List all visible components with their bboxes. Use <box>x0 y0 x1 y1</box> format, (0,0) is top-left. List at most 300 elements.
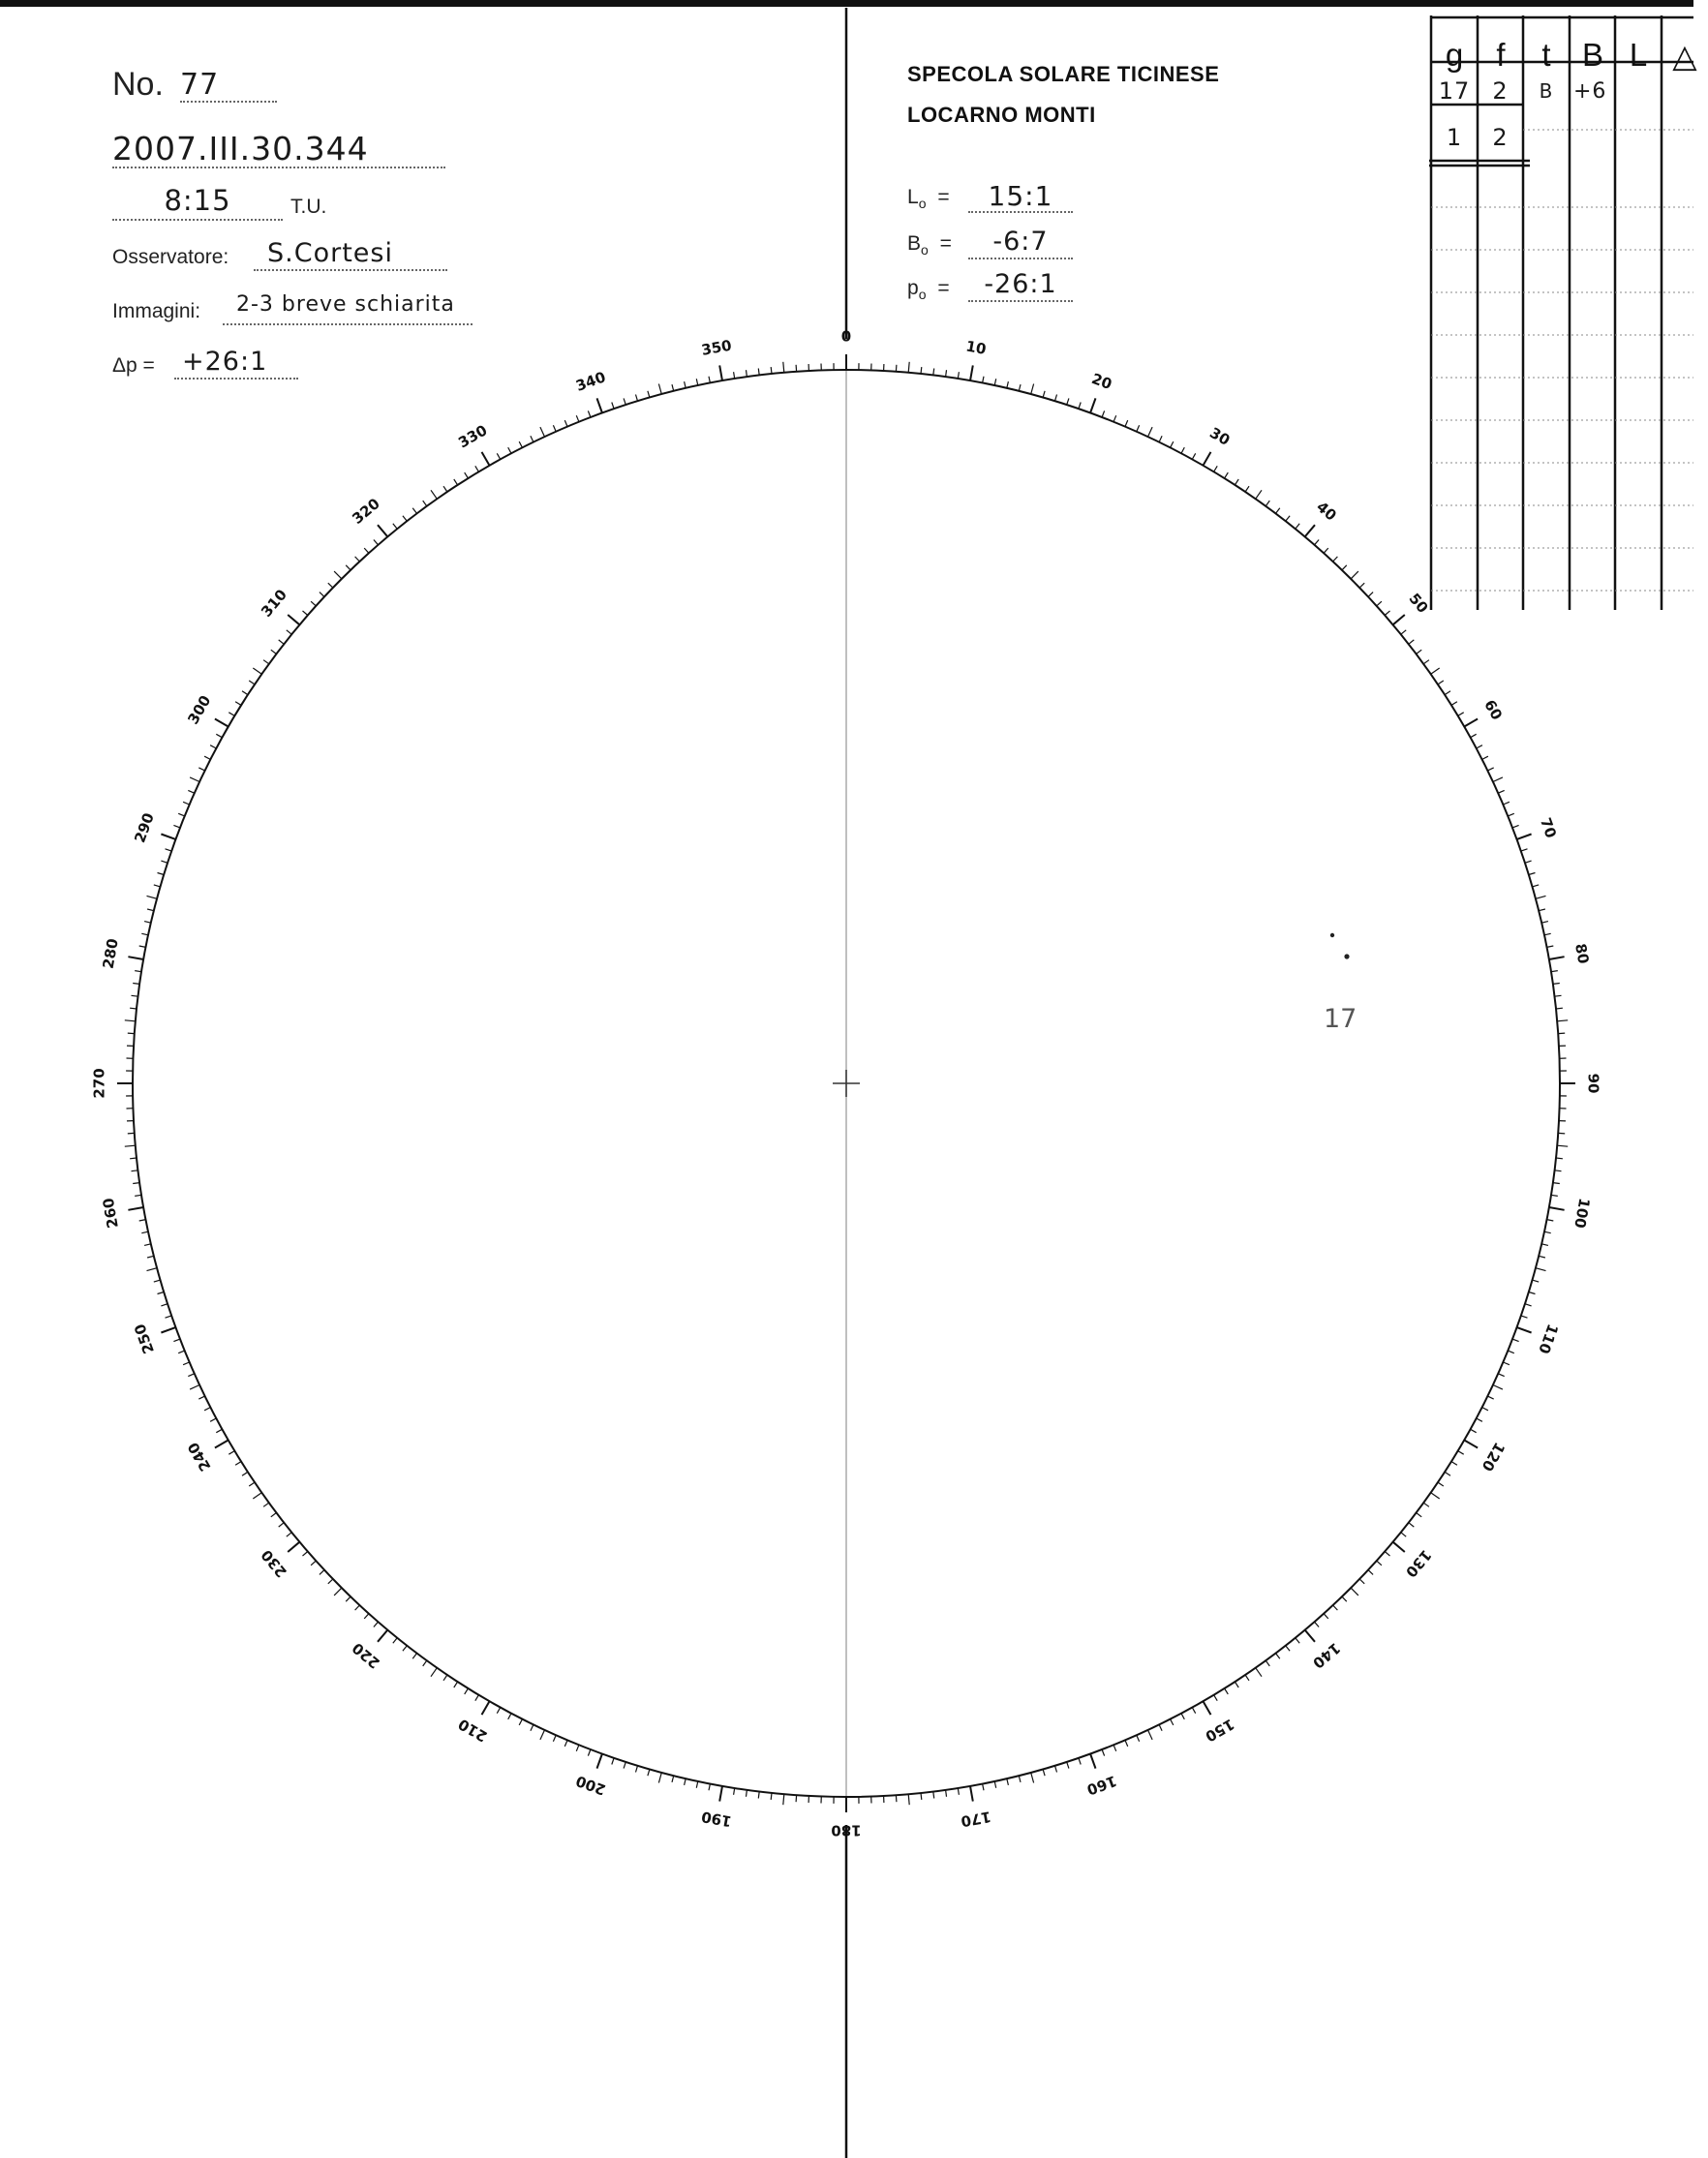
table-cell: 2 <box>1492 77 1509 105</box>
degree-tick <box>1333 1605 1338 1610</box>
degree-tick <box>1409 1523 1415 1527</box>
degree-tick <box>672 1776 674 1782</box>
degree-tick <box>921 1793 922 1800</box>
degree-tick <box>1159 436 1162 441</box>
degree-label: 20 <box>1088 370 1114 394</box>
l-symbol: L <box>907 186 919 208</box>
degree-tick <box>1464 1441 1478 1448</box>
group-table <box>1429 15 1697 610</box>
degree-tick <box>734 1788 735 1795</box>
degree-tick <box>1102 1749 1105 1756</box>
degree-tick <box>1171 441 1174 447</box>
degree-tick <box>1498 790 1504 793</box>
degree-tick <box>125 1020 136 1021</box>
degree-tick <box>1266 1660 1269 1666</box>
degree-tick <box>374 540 379 545</box>
ephemeris-l-value: 15:1 <box>988 180 1053 212</box>
degree-tick <box>1529 873 1536 875</box>
degree-tick <box>263 1503 269 1506</box>
degree-tick <box>696 379 698 385</box>
degree-tick <box>1549 957 1565 959</box>
observer-label: Osservatore: <box>112 246 229 268</box>
degree-tick <box>147 1268 158 1271</box>
ephemeris-p-value: -26:1 <box>984 269 1057 299</box>
degree-tick <box>1493 1385 1503 1390</box>
degree-tick <box>328 1579 333 1584</box>
degree-tick <box>1498 1374 1504 1377</box>
degree-tick <box>1525 1304 1532 1306</box>
degree-tick <box>1181 447 1184 453</box>
degree-tick <box>144 922 151 924</box>
degree-label: 340 <box>573 368 608 395</box>
degree-tick <box>564 420 567 427</box>
degree-tick <box>1438 1482 1444 1486</box>
degree-tick <box>994 1781 996 1788</box>
p-equals: = <box>937 277 950 299</box>
degree-tick <box>288 615 299 624</box>
table-header-l: L <box>1629 37 1648 73</box>
degree-tick <box>1555 995 1562 996</box>
degree-tick <box>1445 691 1450 695</box>
degree-tick <box>1055 1766 1057 1773</box>
degree-tick <box>288 1542 299 1552</box>
degree-tick <box>1266 501 1269 506</box>
degree-tick <box>1393 1542 1405 1552</box>
degree-tick <box>1451 702 1457 706</box>
degree-tick <box>1536 896 1546 898</box>
degree-tick <box>983 1784 984 1791</box>
degree-tick <box>412 1654 416 1659</box>
degree-tick <box>190 1385 199 1390</box>
degree-tick <box>1286 1646 1290 1652</box>
degree-tick <box>253 668 261 674</box>
degree-tick <box>242 691 248 695</box>
degree-tick <box>1417 650 1422 653</box>
degree-tick <box>1521 1316 1528 1318</box>
degree-tick <box>597 398 602 412</box>
degree-tick <box>1377 601 1382 606</box>
degree-tick <box>1214 1695 1218 1701</box>
degree-label: 240 <box>184 1439 215 1474</box>
degree-tick <box>1517 1327 1532 1332</box>
degree-tick <box>771 1793 772 1800</box>
degree-tick <box>320 1570 324 1575</box>
degree-tick <box>128 1133 135 1134</box>
degree-tick <box>1385 611 1389 616</box>
degree-tick <box>1423 1503 1429 1506</box>
degree-tick <box>1192 1708 1195 1714</box>
degree-tick <box>1079 1758 1081 1765</box>
ephemeris-p-field <box>968 269 1073 302</box>
degree-tick <box>1503 1362 1510 1365</box>
degree-label: 180 <box>831 1821 862 1839</box>
delta-p-label: Δp = <box>112 354 155 377</box>
degree-tick <box>431 490 437 499</box>
degree-tick <box>1464 719 1478 727</box>
degree-tick <box>482 1701 490 1715</box>
degree-tick <box>896 365 897 372</box>
degree-tick <box>1431 1493 1440 1499</box>
degree-tick <box>1544 1231 1551 1233</box>
degree-tick <box>1031 1773 1034 1783</box>
degree-tick <box>334 1588 342 1596</box>
degree-tick <box>1079 403 1081 410</box>
degree-tick <box>482 452 490 466</box>
degree-tick <box>454 479 458 485</box>
degree-tick <box>287 1533 291 1536</box>
degree-tick <box>204 1408 210 1411</box>
degree-tick <box>328 583 333 588</box>
degree-tick <box>970 1786 973 1802</box>
degree-tick <box>1458 713 1464 716</box>
date-value: 2007.III.30.344 <box>112 130 369 167</box>
table-header-t: t <box>1541 37 1551 73</box>
degree-label: 210 <box>455 1715 491 1746</box>
degree-tick <box>1137 1735 1140 1741</box>
degree-tick <box>1493 777 1503 782</box>
b-subscript: o <box>921 242 929 258</box>
degree-tick <box>1471 734 1477 737</box>
degree-tick <box>1324 1614 1328 1619</box>
degree-tick <box>1125 420 1128 427</box>
degree-tick <box>1556 1008 1563 1009</box>
delta-p-field <box>174 347 298 380</box>
degree-tick <box>188 1374 194 1377</box>
degree-tick <box>253 1493 261 1499</box>
degree-tick <box>141 1231 148 1233</box>
degree-tick <box>378 525 387 536</box>
degree-tick <box>734 372 735 379</box>
degree-label: 310 <box>258 586 290 621</box>
degree-label: 110 <box>1535 1322 1562 1356</box>
observer-field <box>254 238 447 271</box>
degree-tick <box>139 1220 146 1221</box>
degree-tick <box>519 441 522 447</box>
table-header-g: g <box>1445 37 1464 73</box>
degree-tick <box>1043 391 1045 398</box>
degree-tick <box>1517 835 1532 839</box>
degree-tick <box>1342 1596 1347 1601</box>
institution-location: LOCARNO MONTI <box>907 103 1096 127</box>
degree-tick <box>475 1695 479 1701</box>
table-cell: 1 <box>1446 124 1463 151</box>
degree-tick <box>132 995 138 996</box>
table-cell: +6 <box>1573 79 1607 104</box>
degree-tick <box>1031 384 1034 395</box>
degree-label: 50 <box>1405 590 1432 617</box>
degree-tick <box>133 1183 139 1184</box>
degree-tick <box>1551 971 1558 972</box>
sunspot-dot <box>1330 933 1334 937</box>
degree-tick <box>1556 1158 1563 1159</box>
degree-label: 200 <box>573 1772 608 1799</box>
degree-tick <box>1214 466 1218 471</box>
degree-tick <box>796 365 797 372</box>
degree-tick <box>508 1714 511 1719</box>
degree-tick <box>311 1561 316 1565</box>
degree-tick <box>908 362 909 373</box>
degree-tick <box>128 1033 135 1034</box>
degree-tick <box>475 466 479 471</box>
table-header-delta: △ <box>1672 38 1697 74</box>
degree-tick <box>210 1418 216 1421</box>
degree-tick <box>796 1795 797 1802</box>
degree-tick <box>508 447 511 453</box>
p-subscript: o <box>918 287 927 303</box>
degree-tick <box>983 377 984 383</box>
degree-tick <box>1431 668 1440 674</box>
degree-tick <box>147 896 158 898</box>
degree-tick <box>1477 745 1482 748</box>
degree-tick <box>161 835 175 839</box>
degree-tick <box>271 650 277 653</box>
degree-tick <box>130 1008 137 1009</box>
degree-tick <box>249 681 255 684</box>
degree-tick <box>1204 1701 1211 1715</box>
degree-tick <box>1529 1292 1536 1294</box>
degree-tick <box>346 565 351 570</box>
degree-tick <box>1315 540 1320 545</box>
degree-tick <box>158 873 165 875</box>
degree-tick <box>1539 1256 1545 1258</box>
degree-tick <box>1137 425 1140 431</box>
observer-value: S.Cortesi <box>267 238 393 268</box>
degree-tick <box>1438 681 1444 684</box>
degree-tick <box>1351 571 1358 579</box>
degree-tick <box>128 957 143 959</box>
degree-tick <box>216 1429 222 1432</box>
degree-label: 160 <box>1084 1772 1119 1799</box>
degree-tick <box>685 1778 686 1785</box>
degree-label: 0 <box>840 327 852 346</box>
degree-label: 90 <box>1584 1073 1602 1094</box>
ephemeris-p-label <box>907 277 950 302</box>
delta-p-value: +26:1 <box>182 347 268 377</box>
degree-tick <box>178 813 185 816</box>
degree-tick <box>540 1730 545 1740</box>
degree-tick <box>1019 384 1021 391</box>
degree-tick <box>519 1719 522 1725</box>
degree-tick <box>139 946 146 947</box>
table-cell: 17 <box>1438 77 1471 105</box>
degree-tick <box>1423 660 1429 664</box>
degree-tick <box>1276 508 1280 514</box>
table-header-f: f <box>1496 37 1506 73</box>
degree-tick <box>279 1523 285 1527</box>
degree-tick <box>553 425 556 431</box>
degree-tick <box>423 1660 427 1666</box>
degree-label: 280 <box>99 937 122 970</box>
degree-tick <box>908 1794 909 1805</box>
degree-tick <box>896 1795 897 1802</box>
degree-tick <box>154 885 161 887</box>
degree-tick <box>271 1513 277 1517</box>
degree-tick <box>364 548 369 553</box>
degree-label: 190 <box>700 1808 733 1831</box>
degree-tick <box>161 861 168 863</box>
degree-tick <box>132 1170 138 1171</box>
degree-tick <box>783 1794 784 1805</box>
degree-tick <box>166 849 172 851</box>
degree-tick <box>1235 479 1238 485</box>
degree-tick <box>443 1675 447 1681</box>
degree-tick <box>173 1339 180 1342</box>
degree-tick <box>1451 1462 1457 1466</box>
b-equals: = <box>939 232 952 255</box>
degree-tick <box>393 1638 397 1643</box>
images-label: Immagini: <box>112 300 201 322</box>
degree-tick <box>130 1158 137 1159</box>
degree-tick <box>204 756 210 759</box>
degree-tick <box>1113 415 1116 422</box>
degree-tick <box>624 398 625 405</box>
degree-tick <box>1482 756 1488 759</box>
degree-tick <box>1555 1170 1562 1171</box>
degree-tick <box>1536 1268 1546 1271</box>
degree-tick <box>133 984 139 985</box>
degree-tick <box>1113 1745 1116 1751</box>
degree-tick <box>672 384 674 391</box>
degree-tick <box>719 1786 722 1802</box>
p-symbol: p <box>907 277 919 299</box>
degree-tick <box>1225 472 1229 478</box>
degree-tick <box>1458 1451 1464 1455</box>
degree-tick <box>1342 565 1347 570</box>
degree-tick <box>1547 1220 1554 1221</box>
degree-tick <box>709 1784 710 1791</box>
degree-tick <box>685 381 686 388</box>
degree-tick <box>1102 410 1105 417</box>
degree-tick <box>1477 1418 1482 1421</box>
table-header-b: B <box>1581 37 1603 73</box>
degree-tick <box>1558 1133 1565 1134</box>
degree-tick <box>564 1740 567 1747</box>
degree-tick <box>1558 1033 1565 1034</box>
degree-tick <box>216 734 222 737</box>
degree-tick <box>135 1195 141 1196</box>
institution-name: SPECOLA SOLARE TICINESE <box>907 62 1220 86</box>
degree-tick <box>183 802 190 805</box>
degree-tick <box>263 660 269 664</box>
degree-tick <box>658 384 661 395</box>
ephemeris-b-label <box>907 232 952 258</box>
degree-tick <box>1159 1724 1162 1730</box>
number-value: 77 <box>180 68 220 102</box>
degree-tick <box>497 1708 500 1714</box>
degree-tick <box>970 365 973 380</box>
degree-tick <box>1508 813 1514 816</box>
degree-tick <box>612 403 614 410</box>
degree-tick <box>636 1766 638 1773</box>
degree-tick <box>355 1605 360 1610</box>
degree-tick <box>1125 1740 1128 1747</box>
degree-tick <box>454 1682 458 1687</box>
degree-tick <box>1532 885 1539 887</box>
degree-tick <box>1445 1472 1450 1475</box>
degree-label: 10 <box>964 337 988 358</box>
number-field <box>180 68 277 103</box>
degree-tick <box>1487 768 1493 771</box>
degree-tick <box>1503 802 1510 805</box>
degree-tick <box>1482 1408 1488 1411</box>
degree-tick <box>1508 1351 1514 1353</box>
degree-tick <box>597 1754 602 1769</box>
degree-tick <box>1235 1682 1238 1687</box>
degree-tick <box>531 436 534 441</box>
degree-tick <box>183 1362 190 1365</box>
degree-tick <box>1043 1769 1045 1776</box>
degree-tick <box>1171 1719 1174 1725</box>
degree-tick <box>553 1735 556 1741</box>
l-subscript: o <box>918 196 927 212</box>
degree-tick <box>1532 1280 1539 1282</box>
degree-tick <box>576 415 579 422</box>
images-value: 2-3 breve schiarita <box>236 292 455 317</box>
degree-tick <box>1547 946 1554 947</box>
degree-tick <box>758 369 759 376</box>
degree-tick <box>1539 909 1545 911</box>
degree-tick <box>154 1280 161 1282</box>
degree-tick <box>465 1688 469 1694</box>
number-label: No. <box>112 66 164 103</box>
degree-tick <box>1377 1561 1382 1565</box>
degree-tick <box>540 427 545 437</box>
degree-tick <box>141 933 148 935</box>
degree-tick <box>588 1749 591 1756</box>
degree-tick <box>921 367 922 374</box>
degree-tick <box>758 1792 759 1799</box>
degree-tick <box>287 630 291 634</box>
degree-label: 40 <box>1313 498 1340 525</box>
degree-tick <box>235 1462 241 1466</box>
degree-tick <box>393 524 397 529</box>
degree-tick <box>198 768 204 771</box>
degree-label: 350 <box>700 336 733 359</box>
degree-tick <box>364 1614 369 1619</box>
degree-tick <box>235 702 241 706</box>
degree-tick <box>1090 1754 1095 1769</box>
degree-tick <box>173 825 180 828</box>
degree-tick <box>1351 1588 1358 1596</box>
degree-tick <box>1148 427 1153 437</box>
degree-tick <box>1368 1570 1373 1575</box>
degree-tick <box>1553 984 1560 985</box>
degree-label: 120 <box>1478 1439 1509 1474</box>
degree-tick <box>346 1596 351 1601</box>
degree-tick <box>178 1351 185 1353</box>
degree-tick <box>465 472 469 478</box>
degree-tick <box>1512 825 1519 828</box>
degree-tick <box>249 1482 255 1486</box>
degree-tick <box>1544 933 1551 935</box>
degree-tick <box>412 508 416 514</box>
degree-label: 170 <box>960 1808 992 1831</box>
degree-tick <box>1521 849 1528 851</box>
ephemeris-b-value: -6:7 <box>992 227 1049 257</box>
degree-tick <box>242 1472 248 1475</box>
degree-label: 30 <box>1206 423 1234 449</box>
degree-tick <box>378 1630 387 1642</box>
degree-tick <box>994 379 996 385</box>
sunspot-dot <box>1344 954 1349 958</box>
degree-tick <box>190 777 199 782</box>
degree-tick <box>1276 1654 1280 1659</box>
time-value: 8:15 <box>164 184 231 217</box>
degree-tick <box>1525 861 1532 863</box>
degree-tick <box>158 1292 165 1294</box>
degree-tick <box>1401 630 1406 634</box>
degree-tick <box>783 362 784 373</box>
